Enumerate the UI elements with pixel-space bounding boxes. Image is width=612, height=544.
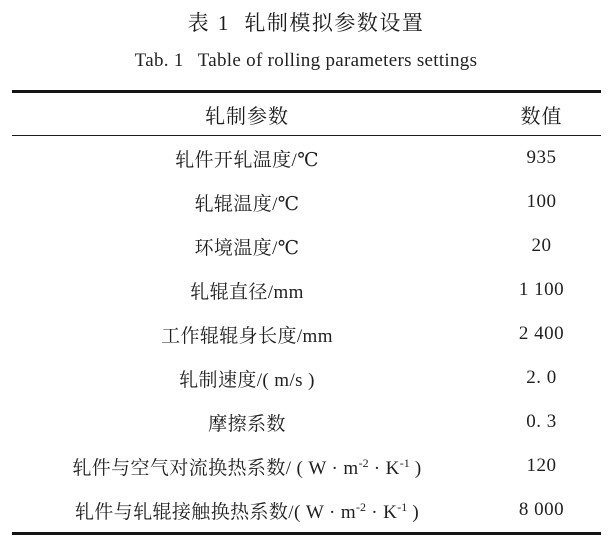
table-row	[12, 180, 601, 224]
param-cell: 轧制速度/( m/s )	[179, 369, 315, 391]
table-row	[12, 400, 601, 444]
header-cell-parameter: 轧制参数	[12, 92, 482, 136]
param-cell	[12, 488, 482, 534]
table-row	[12, 356, 601, 400]
param-cell: 轧件开轧温度/℃	[175, 149, 319, 171]
param-cell: 轧辊直径/mm	[190, 281, 304, 303]
param-text: 轧件与空气对流换热系数/ ( W · m	[72, 457, 359, 479]
table-row	[12, 312, 601, 356]
value-cell: 2. 0	[526, 367, 557, 388]
value-cell: 20	[531, 235, 552, 256]
table-row	[12, 444, 601, 488]
table-row	[12, 136, 601, 181]
value-cell: 100	[526, 191, 557, 212]
param-text: · K	[366, 501, 398, 523]
param-cell: 摩擦系数	[208, 413, 286, 435]
header-cell-value: 数值	[482, 92, 601, 136]
table-number-cn: 表 1	[187, 11, 231, 35]
value-cell: 8 000	[518, 499, 565, 520]
value-cell: 2 400	[518, 323, 565, 344]
param-cell	[12, 444, 482, 488]
table-row	[12, 488, 601, 534]
parameters-table	[12, 90, 601, 535]
table-row	[12, 224, 601, 268]
table-caption-en	[0, 50, 612, 72]
table-caption-cn	[0, 0, 612, 37]
param-text: )	[409, 457, 422, 479]
table-row	[12, 268, 601, 312]
param-cell: 轧辊温度/℃	[194, 193, 300, 215]
param-text: 轧件与轧辊接触换热系数/( W · m	[74, 501, 357, 523]
unit-superscript: -1	[397, 499, 408, 514]
unit-superscript: -1	[399, 455, 410, 470]
value-cell: 1 100	[518, 279, 565, 300]
unit-superscript: -2	[358, 455, 369, 470]
table-title-en: Table of rolling parameters settings	[197, 50, 478, 71]
table-caption	[0, 0, 612, 72]
unit-superscript: -2	[356, 499, 367, 514]
param-text: )	[407, 501, 420, 523]
value-cell: 0. 3	[526, 411, 557, 432]
param-cell: 环境温度/℃	[194, 237, 300, 259]
param-cell: 工作辊辊身长度/mm	[161, 325, 333, 347]
value-cell: 120	[526, 455, 557, 476]
table-number-en: Tab. 1	[134, 50, 184, 71]
value-cell: 935	[526, 147, 557, 168]
param-text: · K	[368, 457, 400, 479]
table-header-row	[12, 92, 601, 136]
table-title-cn: 轧制模拟参数设置	[244, 11, 425, 35]
